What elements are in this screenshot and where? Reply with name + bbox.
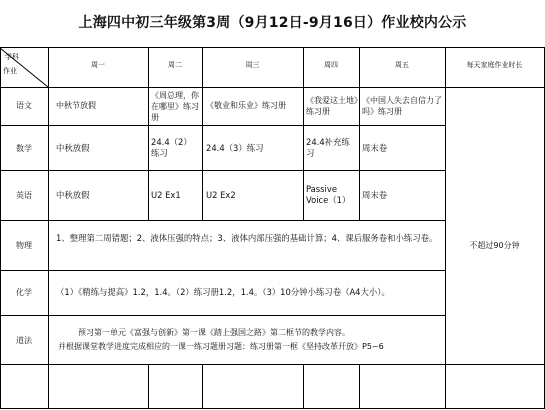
chinese-wednesday: 《敬业和乐业》练习册 xyxy=(206,101,286,110)
header-friday: 周五 xyxy=(395,61,409,69)
header-wednesday: 周三 xyxy=(245,61,260,69)
column-divider xyxy=(202,364,203,409)
subject-chinese: 语文 xyxy=(16,101,32,110)
row-divider xyxy=(0,170,445,171)
header-monday: 周一 xyxy=(91,61,105,69)
english-friday: 周末卷 xyxy=(362,190,388,200)
math-friday: 周末卷 xyxy=(362,143,388,153)
header-daily-time: 每天家庭作业时长 xyxy=(466,61,523,69)
row-divider xyxy=(0,87,545,88)
chinese-friday: 《中国人失去自信力了吗》练习册 xyxy=(362,96,442,116)
math-tuesday: 24.4（2）练习 xyxy=(151,137,192,158)
chinese-monday: 中秋节放假 xyxy=(56,101,96,110)
row-divider xyxy=(0,270,445,271)
politics-line-2: 并根据课堂教学进度完成相应的一课一练习题册习题：练习册第一框《坚持改革开放》P5~6 xyxy=(58,342,384,351)
english-tuesday: U2 Ex1 xyxy=(151,190,181,200)
chemistry-content: （1）《精练与提高》1.2，1.4。（2）练习册1.2，1.4。（3）10分钟小练习卷（A4大小）。 xyxy=(56,287,390,297)
corner-label-subject: 学科 xyxy=(5,53,19,61)
physics-content: 1、整理第二周错题；2、液体压强的特点；3、液体内部压强的基础计算；4、课后服务卷和小练习卷。 xyxy=(56,233,438,243)
row-divider xyxy=(0,315,445,316)
table-border-bottom xyxy=(0,408,545,409)
english-thursday: Passive Voice（1） xyxy=(306,184,351,205)
column-divider xyxy=(303,47,304,220)
math-wednesday: 24.4（3）练习 xyxy=(206,143,264,153)
header-tuesday: 周二 xyxy=(168,61,182,69)
corner-label-homework: 作业 xyxy=(3,67,17,75)
table-border-top xyxy=(0,47,545,48)
column-divider xyxy=(303,364,304,409)
row-divider xyxy=(0,220,445,221)
daily-time-limit: 不超过90分钟 xyxy=(469,241,520,250)
column-divider xyxy=(202,47,203,220)
column-divider xyxy=(148,47,149,220)
subject-math: 数学 xyxy=(16,144,32,153)
subject-english: 英语 xyxy=(16,191,32,200)
row-divider xyxy=(0,125,445,126)
english-wednesday: U2 Ex2 xyxy=(206,190,236,200)
politics-line-1: 预习第一单元《富强与创新》第一课《踏上强国之路》第二框节的教学内容。 xyxy=(78,328,350,337)
math-monday: 中秋放假 xyxy=(56,143,90,153)
column-divider xyxy=(48,47,49,409)
subject-physics: 物理 xyxy=(16,241,32,250)
column-divider xyxy=(445,47,446,409)
english-monday: 中秋放假 xyxy=(56,190,90,200)
header-thursday: 周四 xyxy=(324,61,338,69)
row-divider xyxy=(0,364,545,365)
math-thursday: 24.4补充练习 xyxy=(306,137,350,158)
subject-chemistry: 化学 xyxy=(16,288,32,297)
column-divider xyxy=(148,364,149,409)
page-title: 上海四中初三年级第3周（9月12日-9月16日）作业校内公示 xyxy=(78,15,467,31)
column-divider xyxy=(359,364,360,409)
chinese-thursday: 《我爱这土地》练习册 xyxy=(306,96,358,116)
column-divider xyxy=(359,47,360,220)
subject-politics: 道法 xyxy=(16,336,32,345)
chinese-tuesday: 《周总理，你在哪里》练习册 xyxy=(151,91,199,122)
